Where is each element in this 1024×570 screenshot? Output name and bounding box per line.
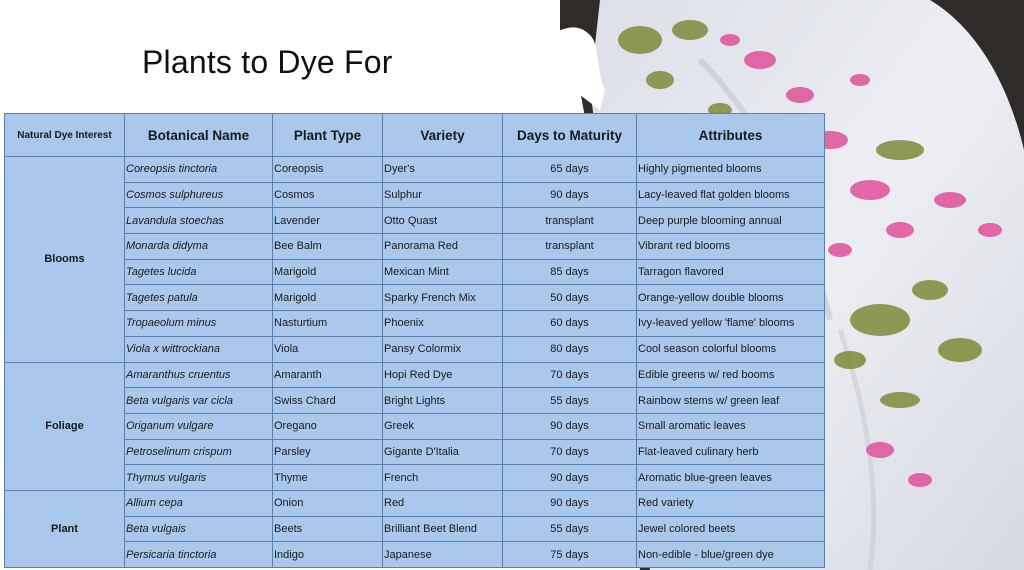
plant-type-cell: Viola: [273, 336, 383, 362]
variety-cell: Phoenix: [383, 311, 503, 337]
days-cell: 65 days: [503, 157, 637, 183]
attributes-cell: Rainbow stems w/ green leaf: [637, 388, 825, 414]
group-label-plant: Plant: [5, 490, 125, 567]
botanical-name-cell: Persicaria tinctoria: [125, 542, 273, 568]
variety-cell: French: [383, 465, 503, 491]
plant-type-cell: Swiss Chard: [273, 388, 383, 414]
variety-cell: Gigante D'Italia: [383, 439, 503, 465]
header-natural-dye-interest: Natural Dye Interest: [5, 114, 125, 157]
variety-cell: Japanese: [383, 542, 503, 568]
header-botanical-name: Botanical Name: [125, 114, 273, 157]
table-row: [5, 465, 825, 491]
attributes-cell: Aromatic blue-green leaves: [637, 465, 825, 491]
botanical-name-cell: Coreopsis tinctoria: [125, 157, 273, 183]
botanical-name-cell: Allium cepa: [125, 490, 273, 516]
botanical-name-cell: Thymus vulgaris: [125, 465, 273, 491]
days-cell: 60 days: [503, 311, 637, 337]
plant-type-cell: Parsley: [273, 439, 383, 465]
variety-cell: Bright Lights: [383, 388, 503, 414]
botanical-name-cell: Petroselinum crispum: [125, 439, 273, 465]
table-row: [5, 362, 825, 388]
attributes-cell: Jewel colored beets: [637, 516, 825, 542]
botanical-name-cell: Beta vulgaris var cicla: [125, 388, 273, 414]
days-cell: 90 days: [503, 465, 637, 491]
header-variety: Variety: [383, 114, 503, 157]
botanical-name-cell: Beta vulgais: [125, 516, 273, 542]
variety-cell: Sulphur: [383, 182, 503, 208]
header-row: [5, 114, 825, 157]
attributes-cell: Cool season colorful blooms: [637, 336, 825, 362]
days-cell: 80 days: [503, 336, 637, 362]
variety-cell: Dyer's: [383, 157, 503, 183]
days-cell: 70 days: [503, 439, 637, 465]
attributes-cell: Vibrant red blooms: [637, 234, 825, 260]
plant-type-cell: Oregano: [273, 413, 383, 439]
variety-cell: Pansy Colormix: [383, 336, 503, 362]
table-row: [5, 388, 825, 414]
table-row: [5, 182, 825, 208]
table-row: [5, 516, 825, 542]
days-cell: 90 days: [503, 490, 637, 516]
botanical-name-cell: Monarda didyma: [125, 234, 273, 260]
dye-plants-table: [4, 113, 825, 568]
group-label-blooms: Blooms: [5, 157, 125, 363]
days-cell: 55 days: [503, 388, 637, 414]
days-cell: 55 days: [503, 516, 637, 542]
attributes-cell: Flat-leaved culinary herb: [637, 439, 825, 465]
plant-type-cell: Thyme: [273, 465, 383, 491]
header-plant-type: Plant Type: [273, 114, 383, 157]
variety-cell: Red: [383, 490, 503, 516]
days-cell: 90 days: [503, 182, 637, 208]
attributes-cell: Deep purple blooming annual: [637, 208, 825, 234]
plant-type-cell: Amaranth: [273, 362, 383, 388]
plant-type-cell: Bee Balm: [273, 234, 383, 260]
botanical-name-cell: Amaranthus cruentus: [125, 362, 273, 388]
header-days-to-maturity: Days to Maturity: [503, 114, 637, 157]
variety-cell: Mexican Mint: [383, 259, 503, 285]
botanical-name-cell: Tagetes patula: [125, 285, 273, 311]
table-row: [5, 234, 825, 260]
days-cell: transplant: [503, 234, 637, 260]
table-row: [5, 157, 825, 183]
plant-type-cell: Indigo: [273, 542, 383, 568]
table-row: [5, 439, 825, 465]
attributes-cell: Non-edible - blue/green dye: [637, 542, 825, 568]
attributes-cell: Orange-yellow double blooms: [637, 285, 825, 311]
plant-type-cell: Beets: [273, 516, 383, 542]
botanical-name-cell: Cosmos sulphureus: [125, 182, 273, 208]
days-cell: 70 days: [503, 362, 637, 388]
variety-cell: Greek: [383, 413, 503, 439]
days-cell: transplant: [503, 208, 637, 234]
attributes-cell: Lacy-leaved flat golden blooms: [637, 182, 825, 208]
page-title: Plants to Dye For: [142, 44, 393, 80]
table-row: [5, 208, 825, 234]
table-row: [5, 336, 825, 362]
table-row: [5, 259, 825, 285]
days-cell: 85 days: [503, 259, 637, 285]
attributes-cell: Highly pigmented blooms: [637, 157, 825, 183]
variety-cell: Otto Quast: [383, 208, 503, 234]
botanical-name-cell: Origanum vulgare: [125, 413, 273, 439]
variety-cell: Brilliant Beet Blend: [383, 516, 503, 542]
variety-cell: Panorama Red: [383, 234, 503, 260]
plant-type-cell: Cosmos: [273, 182, 383, 208]
variety-cell: Hopi Red Dye: [383, 362, 503, 388]
botanical-name-cell: Tropaeolum minus: [125, 311, 273, 337]
botanical-name-cell: Tagetes lucida: [125, 259, 273, 285]
attributes-cell: Red variety: [637, 490, 825, 516]
header-attributes: Attributes: [637, 114, 825, 157]
table-row: [5, 413, 825, 439]
table-row: [5, 311, 825, 337]
variety-cell: Sparky French Mix: [383, 285, 503, 311]
attributes-cell: Small aromatic leaves: [637, 413, 825, 439]
plant-type-cell: Marigold: [273, 285, 383, 311]
attributes-cell: Ivy-leaved yellow 'flame' blooms: [637, 311, 825, 337]
plant-type-cell: Coreopsis: [273, 157, 383, 183]
table-row: [5, 490, 825, 516]
botanical-name-cell: Viola x wittrockiana: [125, 336, 273, 362]
botanical-name-cell: Lavandula stoechas: [125, 208, 273, 234]
group-label-foliage: Foliage: [5, 362, 125, 490]
days-cell: 90 days: [503, 413, 637, 439]
plant-type-cell: Nasturtium: [273, 311, 383, 337]
table-row: [5, 542, 825, 568]
plant-type-cell: Onion: [273, 490, 383, 516]
plant-type-cell: Lavender: [273, 208, 383, 234]
attributes-cell: Edible greens w/ red booms: [637, 362, 825, 388]
table-row: [5, 285, 825, 311]
days-cell: 75 days: [503, 542, 637, 568]
plant-type-cell: Marigold: [273, 259, 383, 285]
days-cell: 50 days: [503, 285, 637, 311]
attributes-cell: Tarragon flavored: [637, 259, 825, 285]
